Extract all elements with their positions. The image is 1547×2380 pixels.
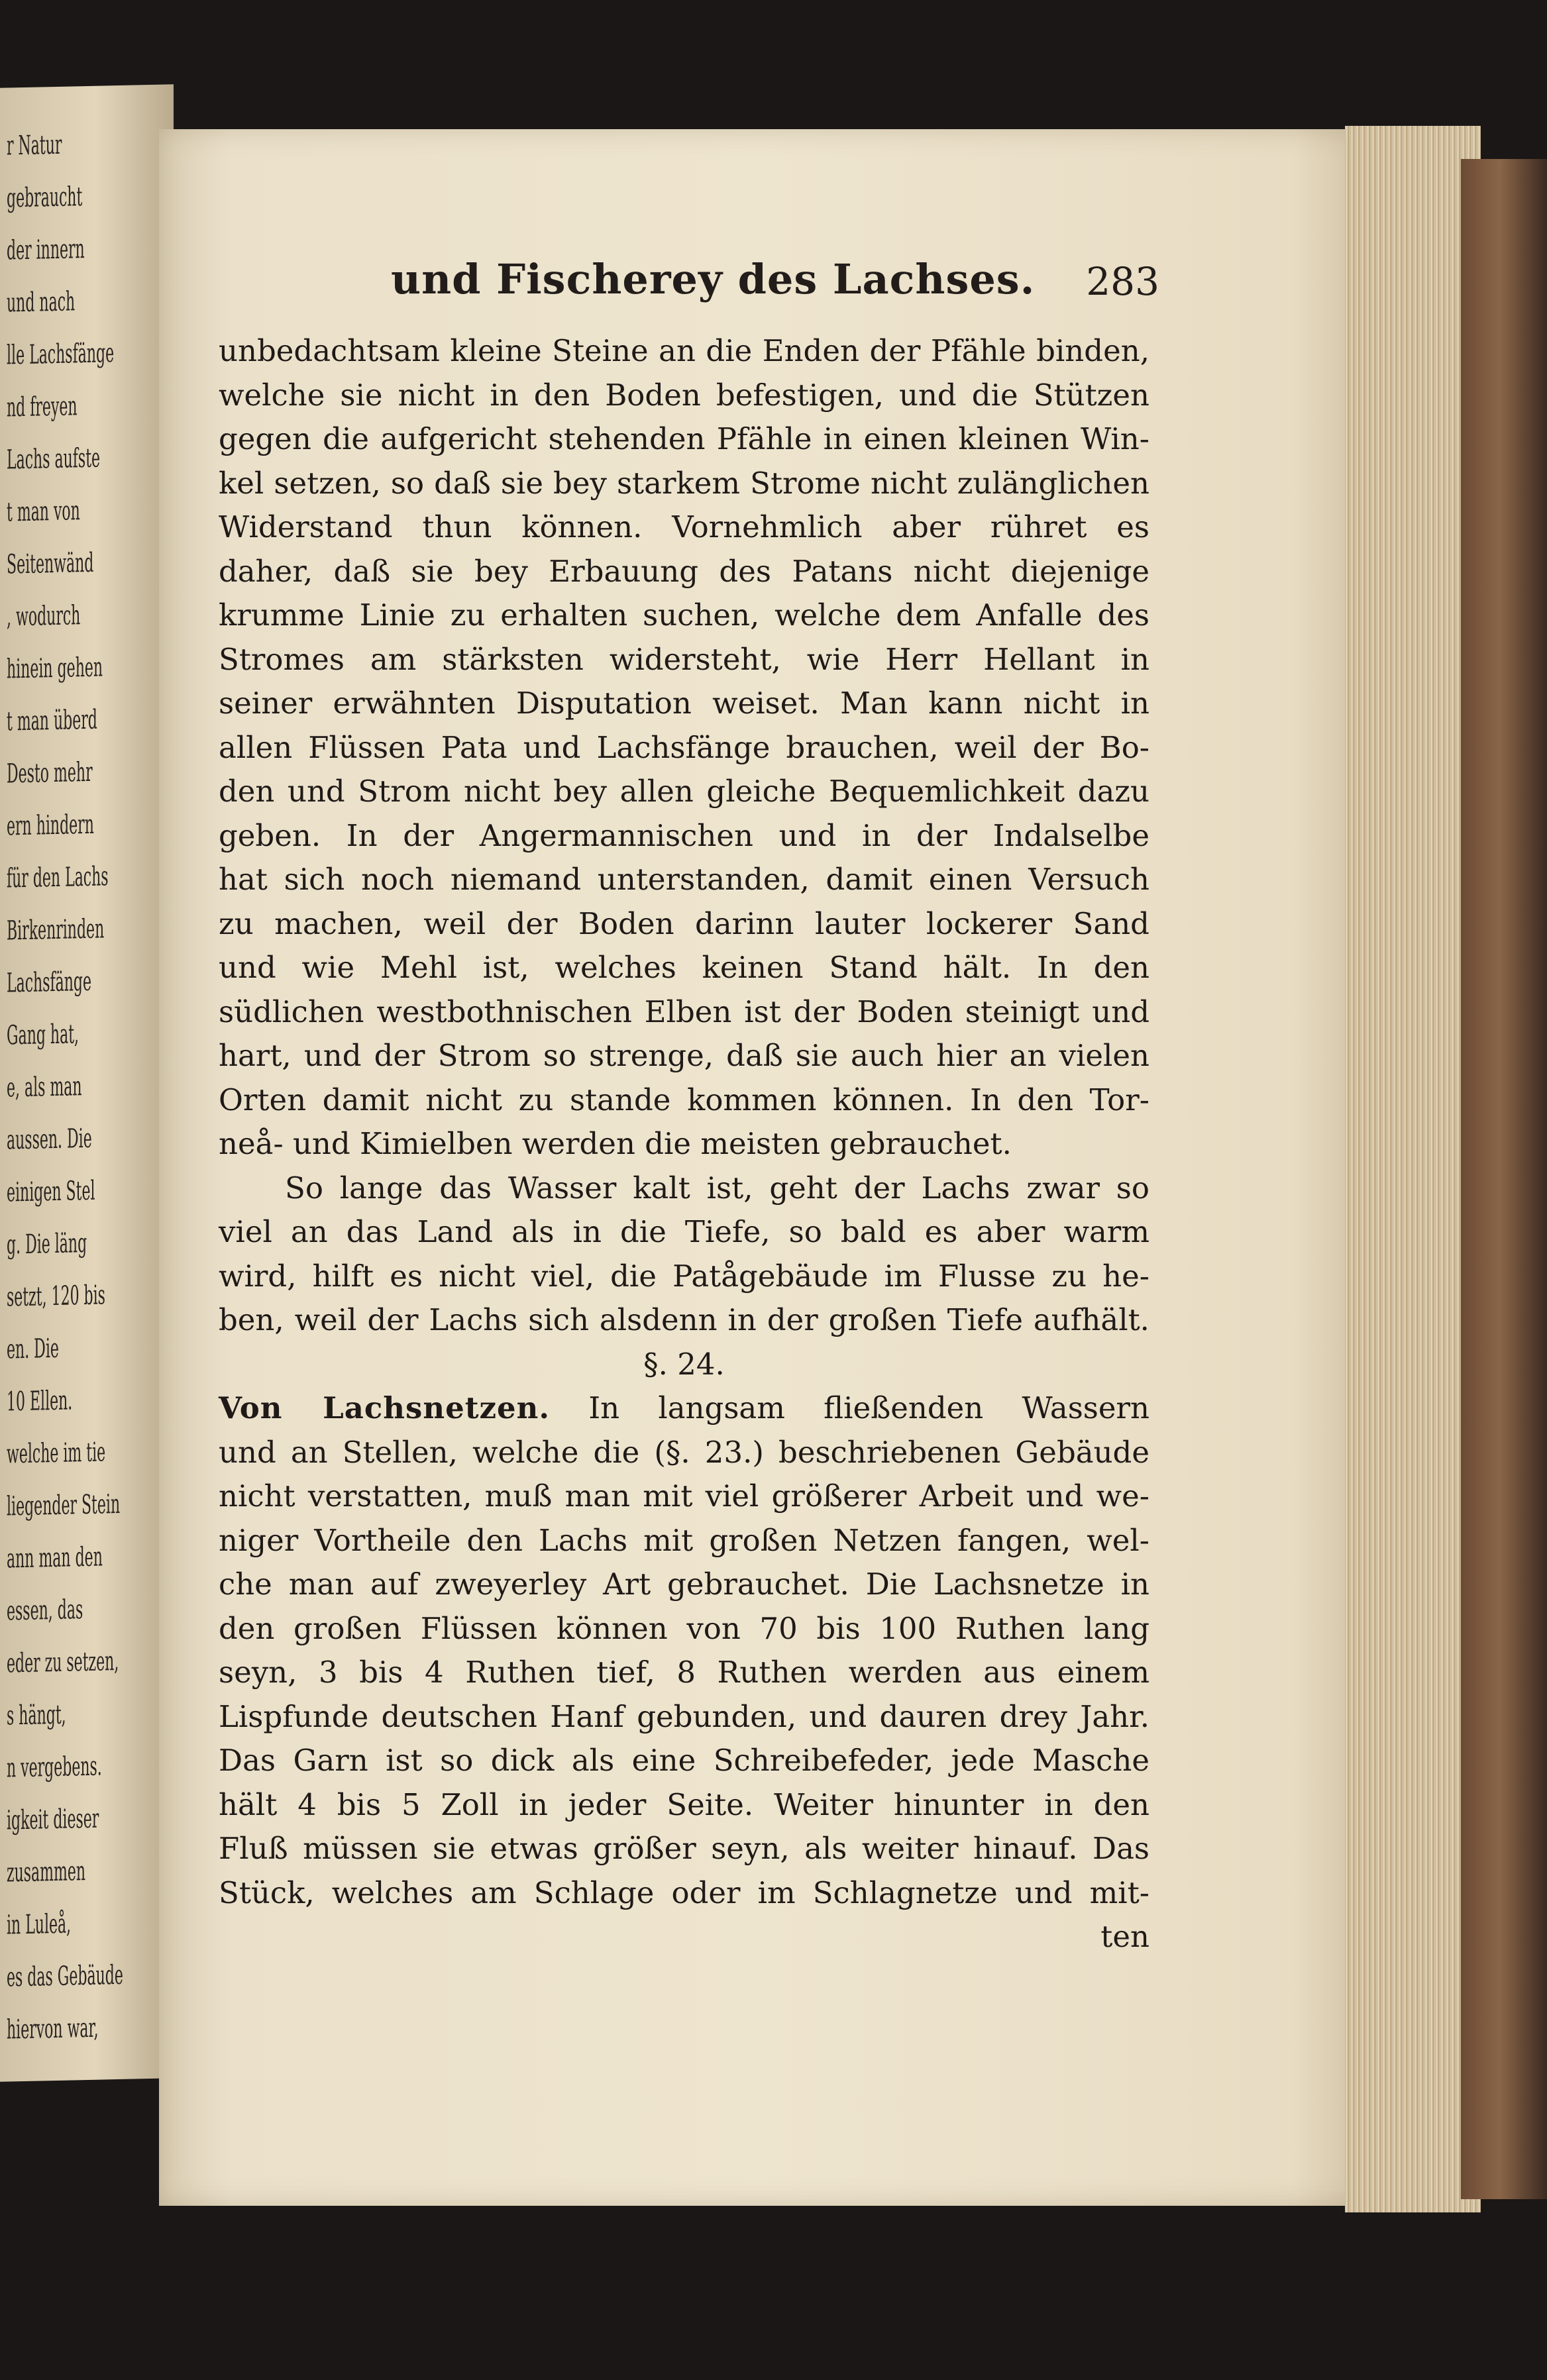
text-line: Stromes am stärksten widersteht, wie Herr Hellant in: [219, 641, 1149, 677]
text-line: und an Stellen, welche die (§. 23.) beschriebenen Gebäude: [219, 1434, 1149, 1470]
text-line: viel an das Land als in die Tiefe, so bald es aber warm: [219, 1214, 1149, 1249]
text-line: seyn, 3 bis 4 Ruthen tief, 8 Ruthen werden aus einem: [219, 1655, 1149, 1690]
page-header: [391, 255, 1159, 328]
text-line: krumme Linie zu erhalten suchen, welche dem Anfalle des: [219, 597, 1149, 633]
left-page-line: ern hindern: [7, 809, 94, 842]
text-line: So lange das Wasser kalt ist, geht der Lachs zwar so: [285, 1170, 1149, 1206]
text-line: wird, hilft es nicht viel, die Patågebäude im Flusse zu he-: [219, 1258, 1149, 1294]
left-page-line: nd freyen: [7, 391, 78, 423]
text-line: geben. In der Angermannischen und in der Indalselbe: [219, 817, 1149, 853]
text-line: Widerstand thun können. Vornehmlich aber rühret es: [219, 509, 1149, 544]
left-page-line: einigen Stel: [7, 1175, 95, 1208]
left-page-line: welche im tie: [7, 1437, 106, 1470]
text-line: Fluß müssen sie etwas größer seyn, als weiter hinauf. Das: [219, 1831, 1149, 1866]
text-line: welche sie nicht in den Boden befestigen, und die Stützen: [219, 377, 1149, 413]
left-page-line: 10 Ellen.: [7, 1385, 73, 1418]
text-line: ben, weil der Lachs sich alsdenn in der großen Tiefe aufhält.: [219, 1302, 1149, 1337]
paragraph-3: [219, 1431, 1149, 1916]
left-page-line: Birkenrinden: [7, 913, 105, 947]
text-line: gegen die aufgericht stehenden Pfähle in einen kleinen Win-: [219, 421, 1149, 456]
left-page-line: Lachsfänge: [7, 966, 92, 999]
text-line: Stück, welches am Schlage oder im Schlagnetze und mit-: [219, 1875, 1149, 1910]
left-page-line: Lachs aufste: [7, 442, 101, 476]
left-page-fragment: [0, 84, 174, 2081]
text-line: Orten damit nicht zu stande kommen können. In den Tor-: [219, 1082, 1149, 1117]
text-line: zu machen, weil der Boden darinn lauter lockerer Sand: [219, 905, 1149, 941]
left-page-line: n vergebens.: [7, 1751, 102, 1784]
paragraph-3-first-line: [219, 1386, 1149, 1431]
paragraph-3-opening: In langsam fließenden Wassern: [588, 1390, 1150, 1425]
left-page-line: Seitenwänd: [7, 547, 94, 580]
text-line: den und Strom nicht bey allen gleiche Bequemlichkeit dazu: [219, 774, 1149, 809]
left-page-line: in Luleå,: [7, 1908, 72, 1941]
text-line: daher, daß sie bey Erbauung des Patans nicht diejenige: [219, 553, 1149, 589]
left-page-line: Gang hat,: [7, 1019, 80, 1051]
left-page-line: zusammen: [7, 1856, 86, 1888]
page-text: [219, 329, 1149, 1959]
text-line: neå- und Kimielben werden die meisten gebrauchet.: [219, 1126, 1012, 1161]
text-line: niger Vortheile den Lachs mit großen Netzen fangen, wel-: [219, 1522, 1149, 1558]
left-page-line: e, als man: [7, 1071, 82, 1104]
text-line: kel setzen, so daß sie bey starkem Strome nicht zulänglichen: [219, 465, 1149, 501]
left-page-line: s hängt,: [7, 1699, 66, 1732]
left-page-line: es das Gebäude: [7, 1959, 123, 1993]
text-line: hart, und der Strom so strenge, daß sie auch hier an vielen: [219, 1038, 1149, 1073]
left-page-line: setzt, 120 bis: [7, 1280, 105, 1313]
left-page-line: gebraucht: [7, 181, 83, 214]
left-page-line: hiervon war,: [7, 2012, 99, 2045]
text-line: unbedachtsam kleine Steine an die Enden der Pfähle binden,: [219, 333, 1149, 368]
left-page-line: und nach: [7, 286, 76, 319]
text-line: nicht verstatten, muß man mit viel größerer Arbeit und we-: [219, 1478, 1149, 1514]
left-page-line: igkeit dieser: [7, 1803, 99, 1836]
page-number: 283: [1086, 259, 1159, 304]
book-cover: [1461, 159, 1547, 2199]
left-page-line: hinein gehen: [7, 652, 103, 685]
left-page-line: der innern: [7, 234, 85, 266]
left-page-line: für den Lachs: [7, 861, 109, 894]
text-line: hält 4 bis 5 Zoll in jeder Seite. Weiter hinunter in den: [219, 1786, 1149, 1822]
section-number: §. 24.: [643, 1346, 725, 1382]
text-line: und wie Mehl ist, welches keinen Stand hält. In den: [219, 950, 1149, 985]
text-line: südlichen westbothnischen Elben ist der Boden steinigt und: [219, 994, 1149, 1029]
catchword: ten: [1100, 1919, 1149, 1954]
left-page-line: liegender Stein: [7, 1488, 121, 1522]
left-page-line: , wodurch: [7, 600, 81, 633]
left-page-line: t man von: [7, 495, 80, 528]
left-page-line: en. Die: [7, 1333, 59, 1365]
left-page-line: g. Die läng: [7, 1227, 87, 1261]
text-line: Das Garn ist so dick als eine Schreibefeder, jede Masche: [219, 1743, 1149, 1778]
paragraph-2: [219, 1166, 1149, 1343]
left-page-line: essen, das: [7, 1594, 83, 1627]
left-page-line: ann man den: [7, 1541, 103, 1575]
subheading: Von Lachsnetzen.: [219, 1390, 551, 1425]
text-line: Lispfunde deutschen Hanf gebunden, und dauren drey Jahr.: [219, 1698, 1149, 1734]
left-page-line: r Natur: [7, 129, 62, 162]
text-line: allen Flüssen Pata und Lachsfänge brauchen, weil der Bo-: [219, 729, 1149, 765]
left-page-line: eder zu setzen,: [7, 1645, 119, 1679]
left-page-line: aussen. Die: [7, 1123, 92, 1156]
text-line: den großen Flüssen können von 70 bis 100 Ruthen lang: [219, 1610, 1149, 1646]
text-line: che man auf zweyerley Art gebrauchet. Die Lachsnetze in: [219, 1567, 1149, 1602]
running-title: und Fischerey des Lachses.: [391, 255, 1036, 303]
left-page-line: lle Lachsfänge: [7, 338, 115, 371]
left-page-line: Desto mehr: [7, 756, 93, 790]
left-page-line: t man überd: [7, 704, 97, 737]
text-line: seiner erwähnten Disputation weiset. Man kann nicht in: [219, 686, 1149, 721]
paragraph-1: [219, 329, 1149, 1166]
text-line: hat sich noch niemand unterstanden, damit einen Versuch: [219, 862, 1149, 897]
